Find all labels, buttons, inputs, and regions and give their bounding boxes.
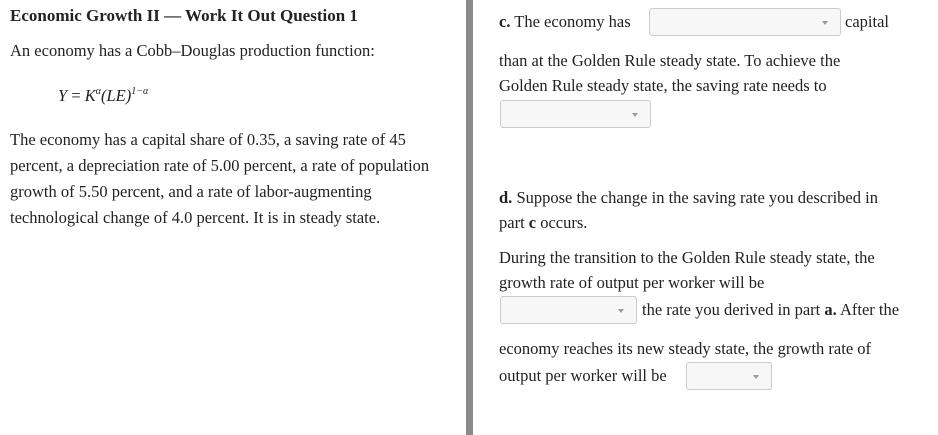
question-title: Economic Growth II — Work It Out Question 1 — [10, 6, 358, 25]
transition-line2: growth rate of output per worker will be — [499, 273, 765, 292]
part-c-line1-text — [499, 12, 631, 32]
after-dropdown-text — [642, 300, 899, 320]
part-d-line2-suffix: occurs. — [540, 213, 588, 232]
part-d-line2-prefix: part — [499, 213, 525, 232]
answer-panel — [473, 0, 938, 435]
new-steady-state-line2: output per worker will be — [499, 366, 667, 385]
chevron-down-icon — [632, 113, 638, 117]
after-dd-suffix: After the — [839, 300, 900, 319]
part-c-text2: capital — [845, 12, 889, 31]
chevron-down-icon — [822, 21, 828, 25]
part-d-label: d. — [499, 188, 513, 207]
panel-divider — [466, 0, 473, 435]
formula-labor-efficiency: (LE) — [101, 86, 132, 105]
capital-comparison-dropdown[interactable] — [649, 8, 841, 36]
formula-one-minus-alpha-exponent: 1−α — [131, 86, 149, 97]
transition-growth-dropdown[interactable] — [500, 296, 637, 324]
part-c-label: c. — [499, 12, 511, 31]
part-c-text1: The economy has — [514, 12, 631, 31]
formula-alpha-exponent: α — [95, 86, 102, 97]
chevron-down-icon — [753, 375, 759, 379]
economy-description: The economy has a capital share of 0.35, a saving rate of 45 percent, a depreciation rate of 5.00 percent, a rate of population growth of 5.50 percent, and a rate of labor-augmenting technological change of 4.0 percent. It is in steady state. — [10, 130, 430, 227]
production-function-formula — [58, 86, 148, 106]
part-d-line2 — [499, 213, 587, 233]
new-growth-rate-dropdown[interactable] — [686, 362, 772, 390]
intro-text: An economy has a Cobb–Douglas production function: — [10, 41, 375, 60]
question-panel — [0, 0, 466, 435]
after-dd-prefix: the rate you derived in part — [642, 300, 821, 319]
chevron-down-icon — [618, 309, 624, 313]
part-d-line1 — [499, 188, 878, 208]
formula-equals: = — [71, 86, 81, 105]
part-d-line1-text: Suppose the change in the saving rate you described in — [516, 188, 878, 207]
part-c-line2: than at the Golden Rule steady state. To achieve the — [499, 51, 841, 70]
formula-capital: K — [84, 86, 96, 105]
part-a-reference: a. — [824, 300, 837, 319]
saving-rate-change-dropdown[interactable] — [500, 100, 651, 128]
part-c-reference: c — [528, 213, 537, 232]
new-steady-state-line1: economy reaches its new steady state, the growth rate of — [499, 339, 872, 358]
part-c-line3: Golden Rule steady state, the saving rate needs to — [499, 76, 827, 95]
formula-output: Y — [58, 86, 68, 105]
transition-line1: During the transition to the Golden Rule steady state, the — [499, 248, 875, 267]
